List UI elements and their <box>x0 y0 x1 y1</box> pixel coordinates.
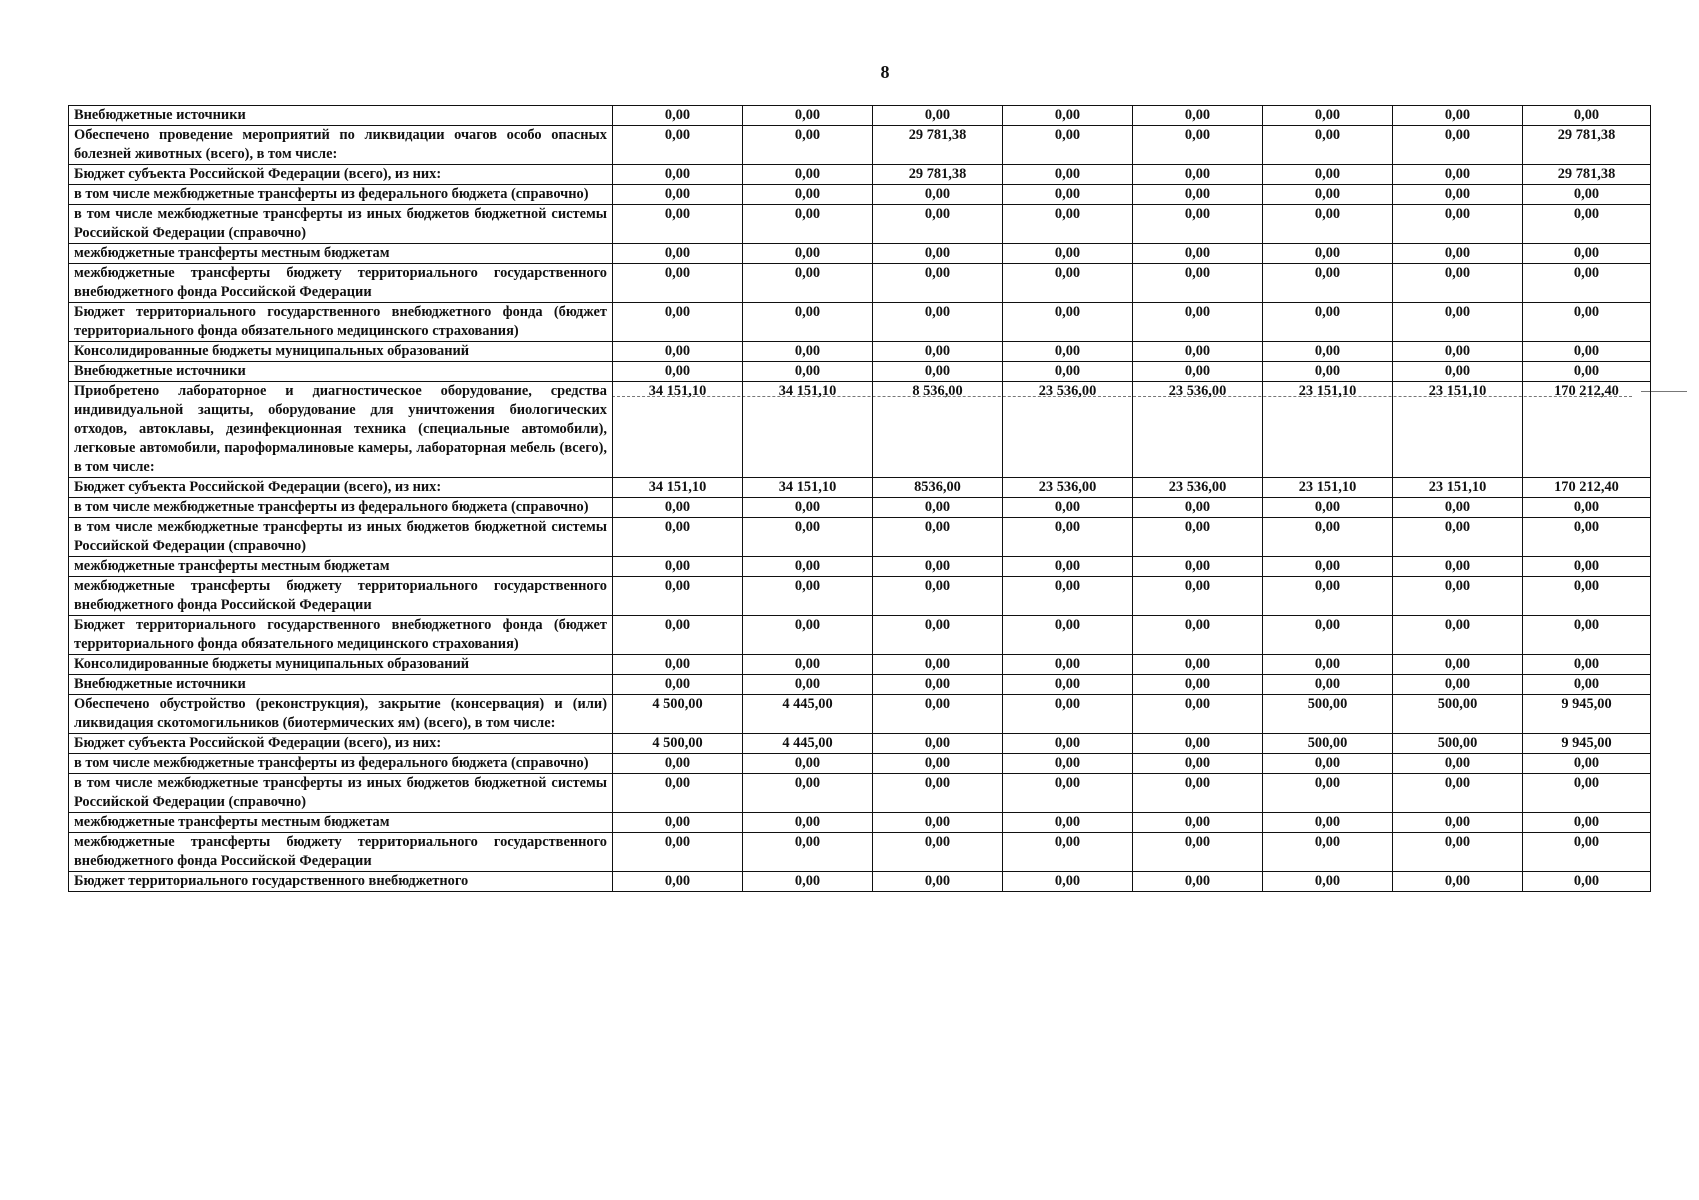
table-row <box>69 518 1651 557</box>
row-total-cell: 0,00 <box>1523 754 1651 774</box>
row-value-cell: 0,00 <box>1003 362 1133 382</box>
row-value-cell: 0,00 <box>873 695 1003 734</box>
row-value-cell: 0,00 <box>1133 695 1263 734</box>
row-value-cell: 0,00 <box>743 106 873 126</box>
row-value-cell: 4 500,00 <box>613 734 743 754</box>
row-total-cell: 0,00 <box>1523 616 1651 655</box>
row-value-cell: 0,00 <box>1263 577 1393 616</box>
row-total-cell: 0,00 <box>1523 205 1651 244</box>
row-total-cell: 0,00 <box>1523 303 1651 342</box>
row-value-cell: 0,00 <box>873 342 1003 362</box>
row-value-cell: 0,00 <box>1003 695 1133 734</box>
page-number: 8 <box>880 62 890 82</box>
row-value-cell: 0,00 <box>1133 185 1263 205</box>
table-row <box>69 833 1651 872</box>
table-row <box>69 165 1651 185</box>
row-value-cell: 0,00 <box>1003 872 1133 892</box>
row-value-cell: 0,00 <box>873 675 1003 695</box>
row-value-cell: 0,00 <box>1393 165 1523 185</box>
row-value-cell: 0,00 <box>1263 205 1393 244</box>
row-value-cell: 0,00 <box>1263 106 1393 126</box>
row-value-cell: 0,00 <box>1393 244 1523 264</box>
row-label: межбюджетные трансферты бюджету территориального государственного внебюджетного фонда Российской Федерации <box>69 833 613 872</box>
row-value-cell: 0,00 <box>743 557 873 577</box>
row-value-cell: 0,00 <box>873 264 1003 303</box>
row-value-cell: 0,00 <box>1133 675 1263 695</box>
row-value-cell: 0,00 <box>1133 264 1263 303</box>
row-value-cell: 0,00 <box>1003 244 1133 264</box>
row-value-cell: 0,00 <box>1393 774 1523 813</box>
row-label: Бюджет территориального государственного внебюджетного фонда (бюджет территориального фонда обязательного медицинского страхования) <box>69 616 613 655</box>
row-value-cell: 0,00 <box>1393 106 1523 126</box>
row-value-cell: 0,00 <box>1133 165 1263 185</box>
row-value-cell: 0,00 <box>1003 655 1133 675</box>
row-value-cell: 0,00 <box>1133 303 1263 342</box>
row-total-cell: 9 945,00 <box>1523 734 1651 754</box>
budget-table <box>68 105 1651 892</box>
row-value-cell: 34 151,10 <box>743 478 873 498</box>
row-value-cell: 0,00 <box>873 813 1003 833</box>
row-label: Консолидированные бюджеты муниципальных образований <box>69 655 613 675</box>
row-value-cell: 4 445,00 <box>743 695 873 734</box>
row-value-cell: 0,00 <box>1003 833 1133 872</box>
row-value-cell: 0,00 <box>743 185 873 205</box>
table-row <box>69 106 1651 126</box>
row-value-cell: 500,00 <box>1393 695 1523 734</box>
row-value-cell: 0,00 <box>1393 833 1523 872</box>
row-value-cell: 23 151,10 <box>1263 478 1393 498</box>
row-value-cell: 0,00 <box>1003 498 1133 518</box>
row-value-cell: 23 151,10 <box>1393 382 1523 478</box>
row-label: Внебюджетные источники <box>69 675 613 695</box>
row-value-cell: 0,00 <box>1263 675 1393 695</box>
row-value-cell: 0,00 <box>1133 734 1263 754</box>
row-value-cell: 0,00 <box>1263 244 1393 264</box>
row-total-cell: 0,00 <box>1523 813 1651 833</box>
row-value-cell: 0,00 <box>1393 185 1523 205</box>
row-label: Консолидированные бюджеты муниципальных образований <box>69 342 613 362</box>
row-total-cell: 170 212,40 <box>1523 478 1651 498</box>
row-value-cell: 0,00 <box>1133 655 1263 675</box>
row-value-cell: 0,00 <box>743 205 873 244</box>
row-value-cell: 0,00 <box>1393 264 1523 303</box>
table-row <box>69 185 1651 205</box>
table-row <box>69 813 1651 833</box>
row-label: межбюджетные трансферты местным бюджетам <box>69 813 613 833</box>
row-total-cell: 0,00 <box>1523 362 1651 382</box>
row-value-cell: 500,00 <box>1263 695 1393 734</box>
row-value-cell: 29 781,38 <box>873 165 1003 185</box>
table-row <box>69 205 1651 244</box>
row-value-cell: 0,00 <box>1263 557 1393 577</box>
row-value-cell: 0,00 <box>743 342 873 362</box>
table-row <box>69 264 1651 303</box>
row-value-cell: 0,00 <box>613 303 743 342</box>
row-value-cell: 34 151,10 <box>613 382 743 478</box>
row-value-cell: 0,00 <box>1393 872 1523 892</box>
table-row <box>69 577 1651 616</box>
row-value-cell: 0,00 <box>1133 205 1263 244</box>
row-label: Бюджет субъекта Российской Федерации (всего), из них: <box>69 478 613 498</box>
row-label: Бюджет субъекта Российской Федерации (всего), из них: <box>69 165 613 185</box>
row-value-cell: 0,00 <box>1133 362 1263 382</box>
row-value-cell: 0,00 <box>743 518 873 557</box>
row-value-cell: 0,00 <box>1133 616 1263 655</box>
table-row <box>69 478 1651 498</box>
row-total-cell: 0,00 <box>1523 342 1651 362</box>
row-value-cell: 0,00 <box>873 616 1003 655</box>
row-value-cell: 0,00 <box>613 185 743 205</box>
row-value-cell: 8 536,00 <box>873 382 1003 478</box>
row-label: межбюджетные трансферты местным бюджетам <box>69 244 613 264</box>
row-value-cell: 0,00 <box>1133 342 1263 362</box>
row-value-cell: 0,00 <box>1003 754 1133 774</box>
table-row <box>69 342 1651 362</box>
row-value-cell: 0,00 <box>613 165 743 185</box>
row-value-cell: 0,00 <box>1263 165 1393 185</box>
table-row <box>69 244 1651 264</box>
row-value-cell: 0,00 <box>1263 498 1393 518</box>
row-value-cell: 34 151,10 <box>613 478 743 498</box>
row-value-cell: 23 536,00 <box>1003 382 1133 478</box>
row-value-cell: 0,00 <box>873 106 1003 126</box>
row-total-cell: 0,00 <box>1523 264 1651 303</box>
table-row <box>69 382 1651 478</box>
row-label: Приобретено лабораторное и диагностическое оборудование, средства индивидуальной защиты, оборудование для уничтожения биологических отходов, автоклавы, дезинфекционная техника (специальные автомобили), легковые автомобили, пароформалиновые камеры, лабораторная мебель (всего), в том числе: <box>69 382 613 478</box>
row-value-cell: 0,00 <box>613 833 743 872</box>
row-value-cell: 0,00 <box>1263 126 1393 165</box>
row-value-cell: 0,00 <box>613 498 743 518</box>
row-value-cell: 0,00 <box>743 774 873 813</box>
row-value-cell: 4 445,00 <box>743 734 873 754</box>
row-value-cell: 0,00 <box>873 754 1003 774</box>
row-label: в том числе межбюджетные трансферты из иных бюджетов бюджетной системы Российской Федерации (справочно) <box>69 774 613 813</box>
row-value-cell: 0,00 <box>613 557 743 577</box>
table-row <box>69 734 1651 754</box>
row-value-cell: 0,00 <box>1133 872 1263 892</box>
table-row <box>69 557 1651 577</box>
row-value-cell: 23 536,00 <box>1003 478 1133 498</box>
row-label: Бюджет субъекта Российской Федерации (всего), из них: <box>69 734 613 754</box>
row-value-cell: 0,00 <box>873 185 1003 205</box>
row-value-cell: 0,00 <box>613 264 743 303</box>
row-value-cell: 0,00 <box>613 872 743 892</box>
row-value-cell: 0,00 <box>873 557 1003 577</box>
row-value-cell: 0,00 <box>1003 557 1133 577</box>
row-total-cell: 0,00 <box>1523 557 1651 577</box>
row-value-cell: 0,00 <box>1003 813 1133 833</box>
row-value-cell: 0,00 <box>613 813 743 833</box>
row-label: межбюджетные трансферты бюджету территориального государственного внебюджетного фонда Российской Федерации <box>69 577 613 616</box>
row-value-cell: 0,00 <box>743 264 873 303</box>
row-value-cell: 0,00 <box>613 362 743 382</box>
row-value-cell: 0,00 <box>1003 518 1133 557</box>
row-value-cell: 0,00 <box>743 872 873 892</box>
row-label: в том числе межбюджетные трансферты из федерального бюджета (справочно) <box>69 185 613 205</box>
row-label: Внебюджетные источники <box>69 362 613 382</box>
table-row <box>69 675 1651 695</box>
row-value-cell: 0,00 <box>1263 872 1393 892</box>
row-value-cell: 0,00 <box>1133 577 1263 616</box>
row-label: межбюджетные трансферты местным бюджетам <box>69 557 613 577</box>
row-value-cell: 0,00 <box>613 106 743 126</box>
row-value-cell: 0,00 <box>1003 342 1133 362</box>
row-value-cell: 0,00 <box>1393 655 1523 675</box>
row-value-cell: 4 500,00 <box>613 695 743 734</box>
row-value-cell: 34 151,10 <box>743 382 873 478</box>
row-value-cell: 0,00 <box>1003 675 1133 695</box>
row-value-cell: 0,00 <box>873 205 1003 244</box>
row-value-cell: 0,00 <box>1393 616 1523 655</box>
row-value-cell: 0,00 <box>873 872 1003 892</box>
row-value-cell: 0,00 <box>1263 754 1393 774</box>
row-total-cell: 29 781,38 <box>1523 126 1651 165</box>
row-value-cell: 0,00 <box>613 205 743 244</box>
row-value-cell: 0,00 <box>1263 342 1393 362</box>
row-value-cell: 0,00 <box>1263 264 1393 303</box>
row-value-cell: 8536,00 <box>873 478 1003 498</box>
row-total-cell: 0,00 <box>1523 833 1651 872</box>
row-value-cell: 0,00 <box>1133 557 1263 577</box>
row-label: Обеспечено обустройство (реконструкция), закрытие (консервация) и (или) ликвидация скотомогильников (биотермических ям) (всего), в том числе: <box>69 695 613 734</box>
row-value-cell: 0,00 <box>743 754 873 774</box>
row-value-cell: 0,00 <box>873 577 1003 616</box>
row-value-cell: 0,00 <box>1003 577 1133 616</box>
table-row <box>69 872 1651 892</box>
row-value-cell: 0,00 <box>743 303 873 342</box>
row-value-cell: 0,00 <box>743 675 873 695</box>
row-value-cell: 0,00 <box>613 518 743 557</box>
row-value-cell: 0,00 <box>1393 126 1523 165</box>
row-value-cell: 0,00 <box>873 734 1003 754</box>
row-value-cell: 0,00 <box>1133 498 1263 518</box>
row-value-cell: 0,00 <box>1393 498 1523 518</box>
row-value-cell: 0,00 <box>743 577 873 616</box>
row-value-cell: 0,00 <box>613 675 743 695</box>
row-value-cell: 0,00 <box>1263 185 1393 205</box>
row-label: Бюджет территориального государственного внебюджетного фонда (бюджет территориального фонда обязательного медицинского страхования) <box>69 303 613 342</box>
row-total-cell: 0,00 <box>1523 872 1651 892</box>
row-value-cell: 0,00 <box>873 518 1003 557</box>
row-value-cell: 0,00 <box>743 616 873 655</box>
row-value-cell: 0,00 <box>613 774 743 813</box>
row-value-cell: 0,00 <box>1263 774 1393 813</box>
row-total-cell: 0,00 <box>1523 774 1651 813</box>
row-value-cell: 0,00 <box>1393 557 1523 577</box>
row-value-cell: 0,00 <box>743 833 873 872</box>
row-value-cell: 0,00 <box>1003 616 1133 655</box>
row-value-cell: 0,00 <box>1003 126 1133 165</box>
row-value-cell: 23 151,10 <box>1263 382 1393 478</box>
row-label: в том числе межбюджетные трансферты из иных бюджетов бюджетной системы Российской Федерации (справочно) <box>69 205 613 244</box>
budget-table-body <box>69 106 1651 892</box>
row-value-cell: 0,00 <box>1393 518 1523 557</box>
row-value-cell: 0,00 <box>1003 165 1133 185</box>
row-value-cell: 0,00 <box>1133 754 1263 774</box>
row-value-cell: 0,00 <box>1003 106 1133 126</box>
row-value-cell: 0,00 <box>873 655 1003 675</box>
row-label: межбюджетные трансферты бюджету территориального государственного внебюджетного фонда Российской Федерации <box>69 264 613 303</box>
row-value-cell: 23 536,00 <box>1133 478 1263 498</box>
row-value-cell: 0,00 <box>1393 813 1523 833</box>
row-value-cell: 0,00 <box>1133 126 1263 165</box>
row-value-cell: 0,00 <box>873 362 1003 382</box>
row-value-cell: 0,00 <box>873 498 1003 518</box>
row-total-cell: 0,00 <box>1523 675 1651 695</box>
row-label: Обеспечено проведение мероприятий по ликвидации очагов особо опасных болезней животных (всего), в том числе: <box>69 126 613 165</box>
row-value-cell: 0,00 <box>1003 303 1133 342</box>
row-value-cell: 0,00 <box>743 165 873 185</box>
row-value-cell: 0,00 <box>1003 774 1133 813</box>
row-value-cell: 0,00 <box>1263 813 1393 833</box>
row-value-cell: 0,00 <box>613 616 743 655</box>
row-label: Внебюджетные источники <box>69 106 613 126</box>
row-value-cell: 0,00 <box>613 342 743 362</box>
row-value-cell: 0,00 <box>613 754 743 774</box>
row-value-cell: 0,00 <box>1133 833 1263 872</box>
row-value-cell: 0,00 <box>1263 303 1393 342</box>
row-value-cell: 0,00 <box>1263 362 1393 382</box>
row-value-cell: 0,00 <box>743 126 873 165</box>
row-value-cell: 0,00 <box>1003 185 1133 205</box>
row-value-cell: 0,00 <box>613 126 743 165</box>
row-total-cell: 0,00 <box>1523 106 1651 126</box>
row-label: в том числе межбюджетные трансферты из федерального бюджета (справочно) <box>69 754 613 774</box>
row-value-cell: 0,00 <box>873 774 1003 813</box>
row-value-cell: 0,00 <box>613 577 743 616</box>
row-label: в том числе межбюджетные трансферты из федерального бюджета (справочно) <box>69 498 613 518</box>
table-row <box>69 498 1651 518</box>
row-value-cell: 0,00 <box>873 303 1003 342</box>
row-value-cell: 0,00 <box>1133 774 1263 813</box>
table-row <box>69 303 1651 342</box>
row-value-cell: 0,00 <box>1393 303 1523 342</box>
table-row <box>69 362 1651 382</box>
row-value-cell: 0,00 <box>1003 264 1133 303</box>
row-total-cell: 0,00 <box>1523 498 1651 518</box>
row-label: Бюджет территориального государственного внебюджетного <box>69 872 613 892</box>
row-value-cell: 0,00 <box>1263 833 1393 872</box>
row-value-cell: 0,00 <box>1393 577 1523 616</box>
row-value-cell: 0,00 <box>743 655 873 675</box>
row-total-cell: 0,00 <box>1523 244 1651 264</box>
row-value-cell: 0,00 <box>1003 734 1133 754</box>
row-value-cell: 0,00 <box>1393 362 1523 382</box>
row-value-cell: 23 536,00 <box>1133 382 1263 478</box>
row-value-cell: 0,00 <box>1263 616 1393 655</box>
row-total-cell: 0,00 <box>1523 655 1651 675</box>
row-value-cell: 0,00 <box>613 244 743 264</box>
row-label: в том числе межбюджетные трансферты из иных бюджетов бюджетной системы Российской Федерации (справочно) <box>69 518 613 557</box>
row-value-cell: 500,00 <box>1393 734 1523 754</box>
row-total-cell: 0,00 <box>1523 185 1651 205</box>
row-value-cell: 0,00 <box>1003 205 1133 244</box>
table-row <box>69 616 1651 655</box>
row-value-cell: 0,00 <box>1393 342 1523 362</box>
row-value-cell: 0,00 <box>1133 106 1263 126</box>
row-total-cell: 29 781,38 <box>1523 165 1651 185</box>
table-row <box>69 774 1651 813</box>
row-value-cell: 0,00 <box>743 813 873 833</box>
row-value-cell: 0,00 <box>1133 244 1263 264</box>
table-row <box>69 695 1651 734</box>
table-row <box>69 655 1651 675</box>
table-row <box>69 126 1651 165</box>
row-value-cell: 0,00 <box>1263 655 1393 675</box>
row-value-cell: 0,00 <box>1133 813 1263 833</box>
row-value-cell: 0,00 <box>873 833 1003 872</box>
row-value-cell: 0,00 <box>613 655 743 675</box>
row-value-cell: 23 151,10 <box>1393 478 1523 498</box>
row-total-cell: 9 945,00 <box>1523 695 1651 734</box>
row-value-cell: 0,00 <box>1393 754 1523 774</box>
row-value-cell: 0,00 <box>743 362 873 382</box>
row-value-cell: 0,00 <box>1133 518 1263 557</box>
row-value-cell: 29 781,38 <box>873 126 1003 165</box>
row-value-cell: 0,00 <box>873 244 1003 264</box>
row-value-cell: 0,00 <box>743 498 873 518</box>
row-value-cell: 0,00 <box>1263 518 1393 557</box>
row-value-cell: 0,00 <box>1393 675 1523 695</box>
row-total-cell: 0,00 <box>1523 577 1651 616</box>
table-row <box>69 754 1651 774</box>
row-value-cell: 0,00 <box>1393 205 1523 244</box>
row-value-cell: 0,00 <box>743 244 873 264</box>
row-total-cell: 0,00 <box>1523 518 1651 557</box>
row-value-cell: 500,00 <box>1263 734 1393 754</box>
row-total-cell: 170 212,40 <box>1523 382 1651 478</box>
